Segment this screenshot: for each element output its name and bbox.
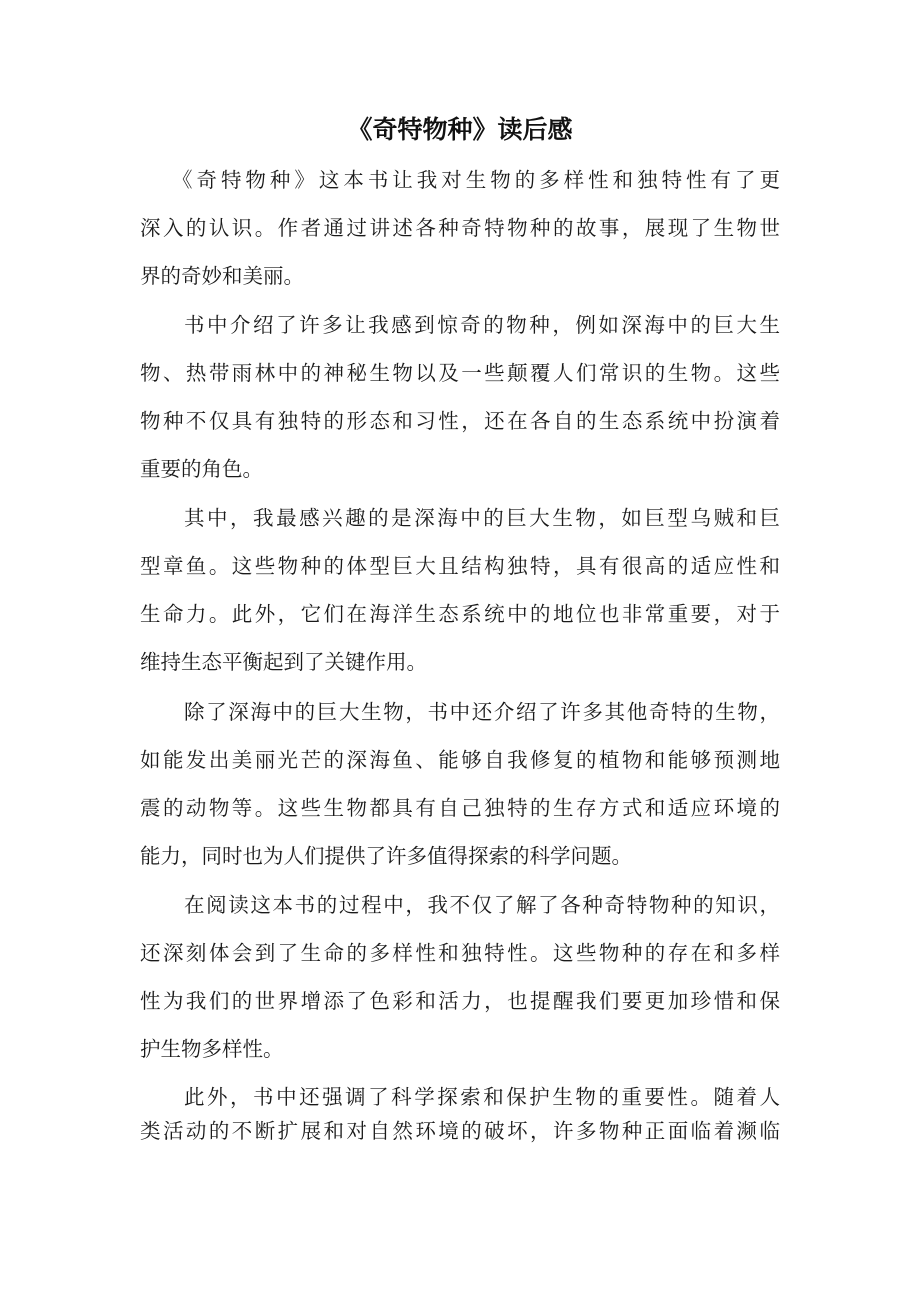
paragraph-line: 能力，同时也为人们提供了许多值得探索的科学问题。 (140, 844, 632, 868)
paragraph-line: 性为我们的世界增添了色彩和活力，也提醒我们要更加珍惜和保 (140, 989, 780, 1013)
paragraph-line: 重要的角色。 (140, 457, 263, 481)
paragraph-2 (140, 301, 780, 493)
paragraph-6 (140, 1080, 780, 1148)
paragraph-line: 如能发出美丽光芒的深海鱼、能够自我修复的植物和能够预测地 (140, 748, 780, 772)
paragraph-3 (140, 494, 780, 686)
paragraph-line: 类活动的不断扩展和对自然环境的破坏，许多物种正面临着濒临 (140, 1119, 780, 1143)
paragraph-line: 书中介绍了许多让我感到惊奇的物种，例如深海中的巨大生 (184, 313, 780, 337)
paragraph-line: 其中，我最感兴趣的是深海中的巨大生物，如巨型乌贼和巨 (184, 506, 780, 530)
paragraph-line: 《奇特物种》这本书让我对生物的多样性和独特性有了更 (172, 168, 780, 192)
paragraph-4 (140, 688, 780, 880)
paragraph-line: 深入的认识。作者通过讲述各种奇特物种的故事，展现了生物世 (140, 216, 780, 240)
paragraph-line: 在阅读这本书的过程中，我不仅了解了各种奇特物种的知识， (184, 893, 780, 917)
paragraph-line: 此外，书中还强调了科学探索和保护生物的重要性。随着人 (184, 1085, 780, 1109)
paragraph-line: 护生物多样性。 (140, 1037, 284, 1061)
paragraph-line: 物种不仅具有独特的形态和习性，还在各自的生态系统中扮演着 (140, 409, 780, 433)
paragraph-5 (140, 881, 780, 1073)
paragraph-line: 除了深海中的巨大生物，书中还介绍了许多其他奇特的生物， (184, 700, 780, 724)
paragraph-line: 震的动物等。这些生物都具有自己独特的生存方式和适应环境的 (140, 796, 780, 820)
document-title: 《奇特物种》读后感 (347, 115, 573, 144)
paragraph-line: 界的奇妙和美丽。 (140, 264, 304, 288)
paragraph-line: 生命力。此外，它们在海洋生态系统中的地位也非常重要，对于 (140, 602, 780, 626)
paragraph-1 (140, 156, 780, 300)
paragraph-line: 维持生态平衡起到了关键作用。 (140, 650, 427, 674)
paragraph-line: 还深刻体会到了生命的多样性和独特性。这些物种的存在和多样 (140, 941, 780, 965)
paragraph-line: 型章鱼。这些物种的体型巨大且结构独特，具有很高的适应性和 (140, 554, 780, 578)
paragraph-line: 物、热带雨林中的神秘生物以及一些颠覆人们常识的生物。这些 (140, 361, 780, 385)
